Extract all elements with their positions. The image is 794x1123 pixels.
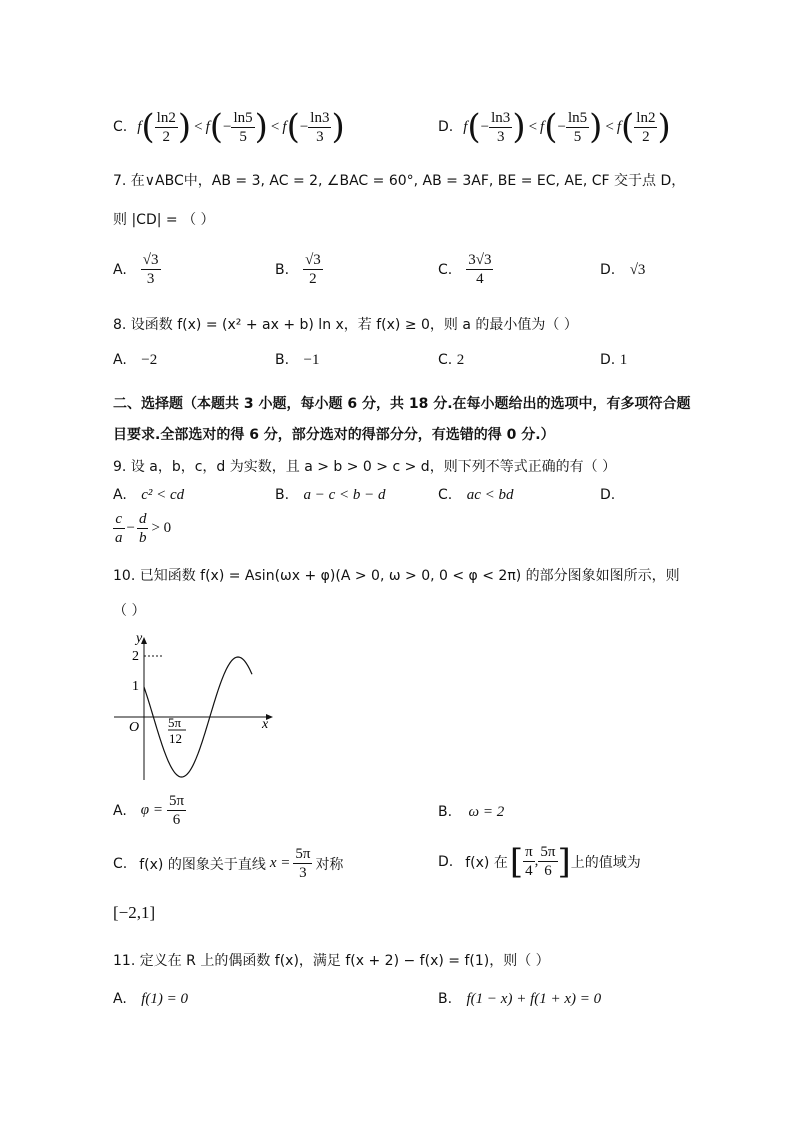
q10-option-c: C. f(x) 的图象关于直线 x = $\frac{5\pi}{3}$ 对称: [113, 846, 344, 881]
q9-option-a: A. c² < cd: [113, 487, 185, 503]
fraction: $\frac{√3}{2}$: [305, 252, 321, 287]
q11-stem: 11. 定义在 R 上的偶函数 f(x)，满足 f(x + 2) − f(x) = f(1)，则（ ）: [113, 953, 550, 969]
y-tick-2: 2: [132, 649, 139, 664]
fraction: $\frac{\ln 3}{3}$: [491, 109, 511, 145]
q9-option-d: D.: [600, 487, 616, 503]
fraction: $\frac{c}{a}$: [115, 511, 123, 546]
q7-option-a: A. $\frac{√3}{3}$: [113, 252, 159, 287]
q9-stem: 9. 设 a，b，c，d 为实数，且 a > b > 0 > c > d，则下列不等式正确的有（ ）: [113, 459, 617, 475]
q7-option-c: C. $\frac{3√3}{4}$: [438, 252, 492, 287]
q6-option-c: C. f ( $\frac{\ln 2}{2}$ ) < f ( − $\frac{\ln 5}{5}$ ) < f ( − $\frac{\ln 3}{3}$ ): [113, 107, 345, 147]
q10-paren: （ ）: [113, 603, 146, 619]
x-axis-label: x: [262, 717, 269, 732]
q11-option-b: B. f(1 − x) + f(1 + x) = 0: [438, 991, 602, 1007]
q10-option-b: B. ω = 2: [438, 804, 505, 820]
section-heading-cont: 目要求.全部选对的得 6 分，部分选对的得部分分，有选错的得 0 分.）: [113, 427, 555, 443]
fraction: $\frac{5\pi}{6}$: [168, 793, 185, 828]
fraction: $\frac{\ln 2}{2}$: [636, 109, 656, 145]
y-tick-1: 1: [132, 679, 139, 694]
q9-option-b: B. a − c < b − d: [275, 487, 386, 503]
fraction: $\frac{5\pi}{3}$: [295, 846, 311, 881]
x-tick-numerator: 5π: [168, 715, 182, 730]
section-heading: 二、选择题（本题共 3 小题，每小题 6 分，共 18 分.在每小题给出的选项中，有多项符合题: [113, 396, 691, 412]
x-tick-denominator: 12: [169, 731, 182, 746]
option-label: D.: [438, 119, 454, 135]
q8-option-d: D. 1: [600, 352, 628, 368]
q9-option-c: C. ac < bd: [438, 487, 514, 503]
q7-stem: 7. 在∨ABC中，AB = 3, AC = 2, ∠BAC = 60°, AB = 3AF, BE = EC, AE, CF 交于点 D，: [113, 173, 686, 189]
y-axis-label: y: [136, 631, 143, 646]
fraction: $\frac{√3}{3}$: [142, 252, 159, 287]
q6-option-d: D. f ( − $\frac{\ln 3}{3}$ ) < f ( − $\frac{\ln 5}{5}$ ) < f ( $\frac{\ln 2}{2}$ ): [438, 107, 671, 147]
q10-option-d: D. f(x) 在 [ $\frac{\pi}{4}$ , $\frac{5\pi}{6}$ ] 上的值域为: [438, 841, 641, 882]
q8-option-a: A. −2: [113, 352, 158, 368]
origin-label: O: [129, 720, 140, 735]
q7-option-d: D. √3: [600, 262, 646, 278]
q10-option-d-cont: [−2,1]: [113, 903, 156, 922]
q10-option-a: A. φ = $\frac{5\pi}{6}$: [113, 793, 185, 828]
q8-stem: 8. 设函数 f(x) = (x² + ax + b) ln x，若 f(x) ≥ 0，则 a 的最小值为（ ）: [113, 317, 578, 333]
fraction: $\frac{\ln 2}{2}$: [156, 109, 176, 145]
q9-option-d-expr: $\frac{c}{a}$ − $\frac{d}{b}$ > 0: [115, 511, 172, 546]
fraction: $\frac{\ln 3}{3}$: [310, 109, 330, 145]
q8-option-c: C. 2: [438, 352, 465, 368]
q10-stem: 10. 已知函数 f(x) = Asin(ωx + φ)(A > 0, ω > 0, 0 < φ < 2π) 的部分图象如图所示，则: [113, 568, 680, 584]
q10-graph: [110, 628, 280, 788]
q8-option-b: B. −1: [275, 352, 320, 368]
fraction: $\frac{\ln 5}{5}$: [567, 109, 588, 145]
option-label: C.: [113, 119, 128, 135]
fraction: $\frac{\pi}{4}$: [525, 844, 533, 879]
fraction: $\frac{\ln 5}{5}$: [233, 109, 253, 145]
q7-option-b: B. $\frac{√3}{2}$: [275, 252, 321, 287]
fraction: $\frac{5\pi}{6}$: [540, 844, 556, 879]
fraction: $\frac{3√3}{4}$: [468, 252, 492, 287]
q7-stem-cont: 则 |CD| = （ ）: [113, 212, 215, 228]
q11-option-a: A. f(1) = 0: [113, 991, 189, 1007]
fraction: $\frac{d}{b}$: [138, 511, 147, 546]
